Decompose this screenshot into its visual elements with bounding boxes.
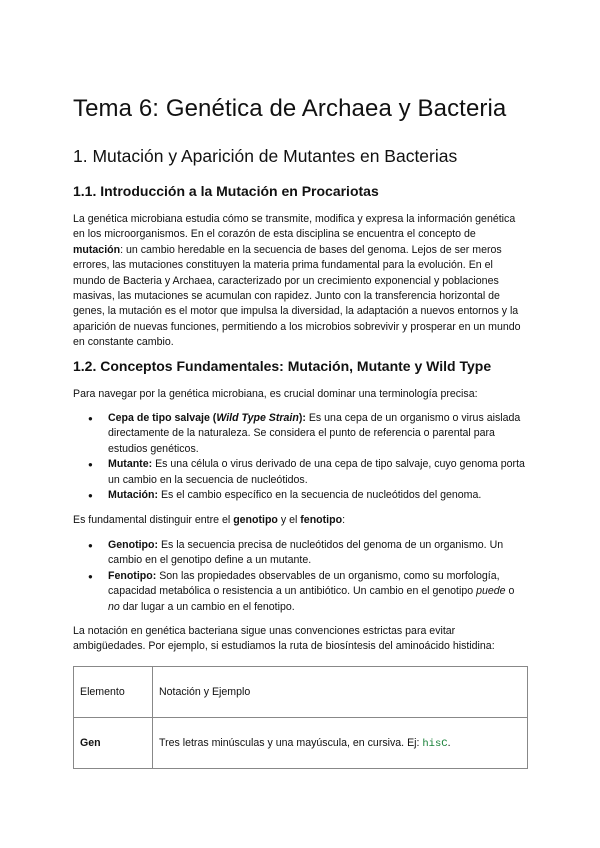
page-title: Tema 6: Genética de Archaea y Bacteria	[73, 95, 507, 122]
table-header-cell: Elemento	[74, 667, 153, 718]
list-item	[73, 488, 528, 503]
list-item	[73, 457, 528, 488]
term-description: Es una célula o virus derivado de una cepa de tipo salvaje, cuyo genoma porta un cambio en la secuencia de nucleótidos.	[108, 458, 525, 486]
term-description: dar lugar a un cambio en el fenotipo.	[119, 600, 295, 613]
term-description: Es la secuencia precisa de nucleótidos del genoma de un organismo. Un cambio en el genotipo define a un mutante.	[108, 539, 504, 567]
term-text: Cepa de tipo salvaje (	[108, 412, 217, 424]
italic-word: puede	[476, 585, 506, 598]
list-item	[73, 538, 528, 569]
term-text: Mutación:	[108, 489, 159, 502]
notation-end: .	[447, 736, 451, 749]
table-cell-notation	[153, 718, 528, 769]
notation-text: Tres letras minúsculas y una mayúscula, en cursiva. Ej:	[159, 736, 423, 749]
intro-text-1: La genética microbiana estudia cómo se transmite, modifica y expresa la información genética en los microorganismos. En el corazón de esta disciplina se encuentra el concepto de	[73, 213, 516, 241]
geno-intro-bold: fenotipo	[300, 514, 343, 526]
element-name: Gen	[80, 737, 101, 749]
italic-word: no	[108, 600, 120, 613]
term-text: Fenotipo:	[108, 569, 157, 582]
terms-list	[73, 411, 528, 503]
table-cell-element	[74, 718, 153, 769]
table-row	[74, 718, 528, 769]
table-header-cell: Notación y Ejemplo	[153, 667, 528, 718]
term-description: Es el cambio específico en la secuencia de nucleótidos del genoma.	[158, 489, 482, 502]
geno-intro-text: y el	[277, 514, 301, 526]
term-text: Mutante:	[108, 458, 153, 471]
geno-intro-text: :	[342, 514, 346, 526]
notation-intro: La notación en genética bacteriana sigue unas convenciones estrictas para evitar ambigüedades. Por ejemplo, si estudiamos la ruta de biosíntesis del aminoácido histidina:	[73, 625, 495, 653]
list-item	[73, 411, 528, 457]
term-description: o	[505, 585, 515, 598]
table-header-row	[74, 667, 528, 718]
term-description: Son las propiedades observables de un organismo, como su morfología, capacidad metabólica o resistencia a un antibiótico. Un cambio en el genotipo	[108, 569, 500, 598]
geno-intro-text: Es fundamental distinguir entre el	[73, 514, 234, 526]
notation-table	[73, 666, 528, 769]
term-text: ):	[298, 412, 306, 424]
geno-intro	[73, 513, 528, 528]
geno-list	[73, 538, 528, 615]
subsection-heading-1-1: 1.1. Introducción a la Mutación en Procariotas	[73, 183, 379, 199]
subsection-heading-1-2: 1.2. Conceptos Fundamentales: Mutación, Mutante y Wild Type	[73, 358, 492, 374]
intro-text-2: : un cambio heredable en la secuencia de bases del genoma. Lejos de ser meros errores, las mutaciones constituyen la materia prima fundamental para la evolución. En el mundo de Bacteria y Archaea, caracterizado por un crecimiento exponencial y poblaciones masivas, las mutaciones se acumulan con rapidez. Junto con la transferencia horizontal de genes, la mutación es el motor que impulsa la diversidad, la adaptación a nuevos entornos y la aparición de nuevas funciones, permitiendo a los microbios sobrevivir y prosperar en un mundo en constante cambio.	[73, 243, 521, 349]
intro-paragraph	[73, 212, 528, 351]
term-text: Genotipo:	[108, 539, 159, 551]
term-description: Es una cepa de un organismo o virus aislada directamente de la naturaleza. Se considera el punto de referencia o parental para estudios genéticos.	[108, 412, 521, 455]
terms-intro: Para navegar por la genética microbiana, es crucial dominar una terminología precisa:	[73, 388, 478, 400]
notation-code: hisC	[422, 737, 448, 750]
geno-intro-bold: genotipo	[233, 514, 278, 526]
section-heading-1: 1. Mutación y Aparición de Mutantes en Bacterias	[73, 146, 458, 166]
term-italic: Wild Type Strain	[216, 412, 299, 424]
intro-bold-term: mutación	[73, 243, 121, 256]
list-item	[73, 569, 528, 615]
